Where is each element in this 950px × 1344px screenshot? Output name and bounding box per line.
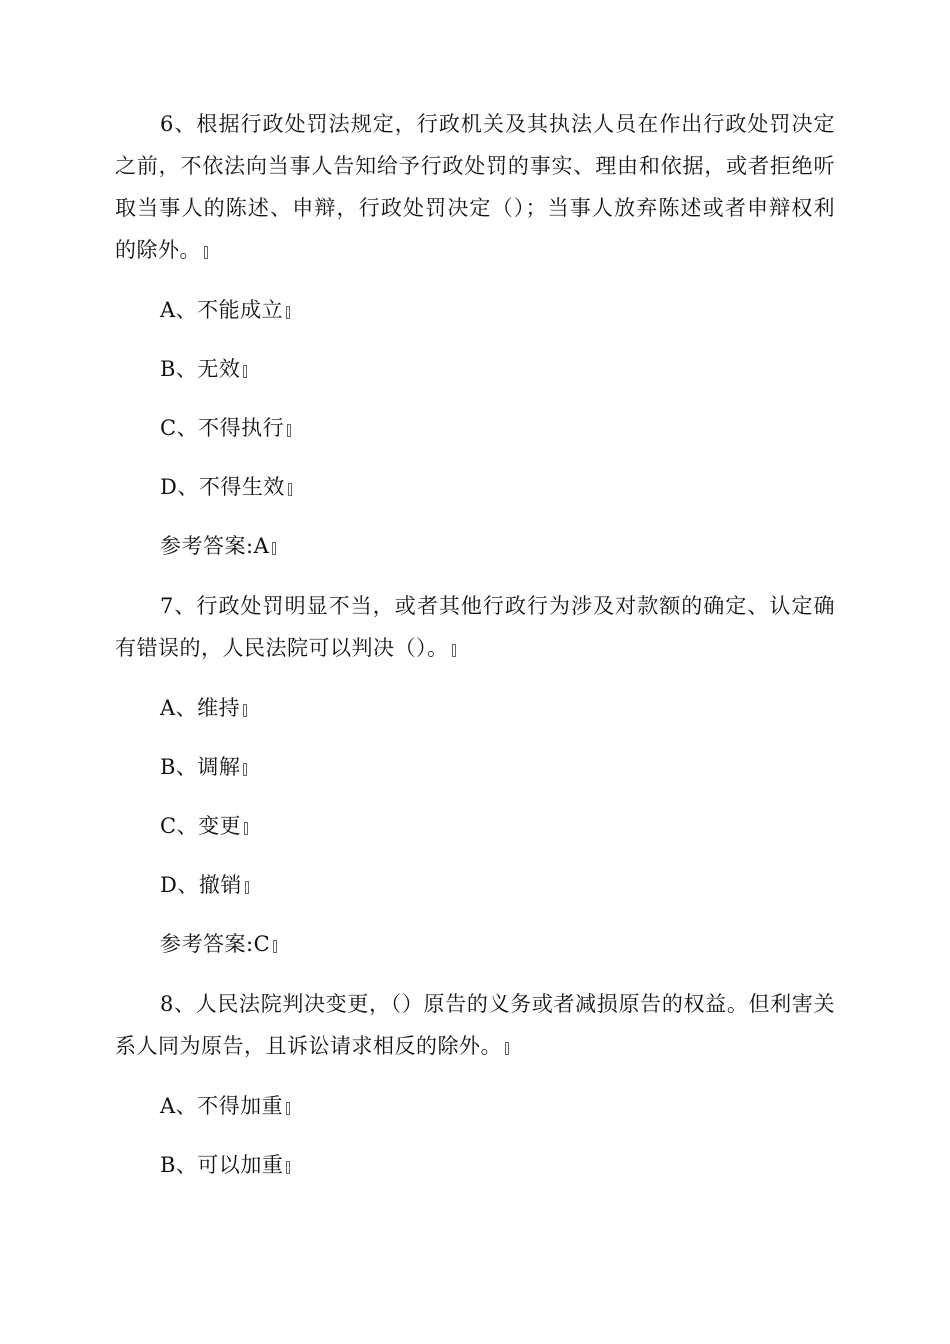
question-6-option-a: A、不能成立: [115, 290, 835, 330]
question-8-option-a: A、不得加重: [115, 1086, 835, 1126]
question-7-option-a: A、维持: [115, 688, 835, 728]
question-7-text: 7、行政处罚明显不当，或者其他行政行为涉及对款额的确定、认定确有错误的，人民法院可以判决（）。: [115, 594, 835, 660]
paragraph-mark-icon: [244, 822, 248, 835]
question-8-option-b: B、可以加重: [115, 1145, 835, 1185]
paragraph-mark-icon: [287, 424, 291, 437]
paragraph-mark-icon: [286, 306, 290, 319]
paragraph-mark-icon: [505, 1042, 509, 1055]
document-content: [115, 103, 835, 1185]
paragraph-mark-icon: [286, 1161, 290, 1174]
paragraph-mark-icon: [288, 483, 292, 496]
question-7-option-c: C、变更: [115, 806, 835, 846]
paragraph-mark-icon: [243, 365, 247, 378]
question-6-answer: 参考答案:A: [115, 526, 835, 566]
paragraph-mark-icon: [286, 1102, 290, 1115]
question-6-option-d: D、不得生效: [115, 467, 835, 507]
question-7-option-b: B、调解: [115, 747, 835, 787]
paragraph-mark-icon: [273, 940, 277, 953]
question-6-option-c: C、不得执行: [115, 408, 835, 448]
paragraph-mark-icon: [243, 704, 247, 717]
paragraph-mark-icon: [245, 881, 249, 894]
question-8-text: 8、人民法院判决变更，（）原告的义务或者减损原告的权益。但利害关系人同为原告，且诉讼请求相反的除外。: [115, 992, 835, 1058]
paragraph-mark-icon: [243, 763, 247, 776]
paragraph-mark-icon: [272, 542, 276, 555]
paragraph-mark-icon: [204, 246, 208, 259]
question-6-text: 6、根据行政处罚法规定，行政机关及其执法人员在作出行政处罚决定之前，不依法向当事人告知给予行政处罚的事实、理由和依据，或者拒绝听取当事人的陈述、申辩，行政处罚决定（）；当事人放弃陈述或者申辩权利的除外。: [115, 112, 835, 262]
question-7-option-d: D、撤销: [115, 865, 835, 905]
question-6-option-b: B、无效: [115, 349, 835, 389]
question-7-answer: 参考答案:C: [115, 924, 835, 964]
paragraph-mark-icon: [452, 644, 456, 657]
